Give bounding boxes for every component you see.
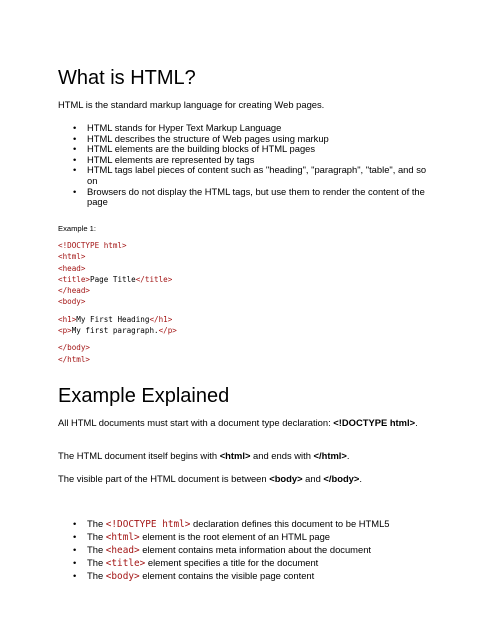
code-html-open: <html> [58,252,86,262]
list-item: • HTML elements are the building blocks of HTML pages [58,144,438,155]
doctype-paragraph-text: All HTML documents must start with a document type declaration: [58,417,334,428]
list-item-text: The [87,544,106,555]
list-item [58,570,458,583]
list-item: • HTML elements are represented by tags [58,155,438,166]
inline-code: <body> [105,571,140,582]
list-item [58,531,458,544]
example-caption: Example 1: [58,224,96,233]
code-body-open: <body> [58,297,86,307]
page-title: What is HTML? [58,67,196,89]
list-item-text: element contains meta information about the document [139,544,372,555]
html-open-keyword: <html> [219,450,251,461]
list-item-text: The [87,518,106,529]
body-close-keyword: </body> [323,473,360,484]
html-tag-text: The HTML document itself begins with [58,450,220,461]
list-item-text: element contains the visible page content [139,570,315,581]
code-block [58,240,177,365]
code-head-close: </head> [58,286,91,296]
body-tag-paragraph [58,473,362,485]
code-title-text: Page Title [90,274,136,284]
inline-code: <head> [105,545,140,556]
body-open-keyword: <body> [269,473,303,484]
html-tag-paragraph [58,450,349,462]
inline-code: <html> [105,532,140,543]
code-doctype: <!DOCTYPE html> [58,241,127,250]
code-title-open: <title> [58,274,91,284]
body-tag-text: The visible part of the HTML document is between [58,473,270,484]
body-tag-text: and [302,473,324,484]
list-item-text: The [87,570,106,581]
html-facts-list [58,123,438,208]
list-item-text: The [87,531,106,542]
inline-code: <!DOCTYPE html> [105,519,191,530]
html-tag-text: and ends with [250,450,314,461]
section-title: Example Explained [58,385,230,407]
doctype-paragraph [58,417,443,429]
doctype-paragraph-end: . [415,417,418,428]
list-item-text: declaration defines this document to be HTML5 [190,518,390,529]
body-tag-text: . [359,473,362,484]
code-p-text: My first paragraph. [71,326,159,336]
code-p-close: </p> [158,326,177,336]
list-item-text: The [87,557,106,568]
list-item [58,544,458,557]
code-h1-close: </h1> [149,314,173,324]
code-body-close: </body> [58,343,91,353]
code-head-open: <head> [58,263,86,273]
list-item: • HTML describes the structure of Web pages using markup [58,134,438,145]
list-item: • HTML tags label pieces of content such as "heading", "paragraph", "table", and so on [58,165,438,186]
doctype-keyword: <!DOCTYPE html> [333,417,416,428]
code-p-open: <p> [58,326,72,336]
list-item: • Browsers do not display the HTML tags, but use them to render the content of the page [58,187,438,208]
code-h1-text: My First Heading [76,314,150,324]
intro-paragraph: HTML is the standard markup language for creating Web pages. [58,99,325,110]
html-close-keyword: </html> [313,450,347,461]
list-item-text: element specifies a title for the document [145,557,319,568]
inline-code: <title> [105,558,146,569]
elements-explained-list [58,518,458,583]
list-item-text: element is the root element of an HTML page [139,531,331,542]
list-item: • HTML stands for Hyper Text Markup Language [58,123,438,134]
html-tag-text: . [346,450,350,461]
list-item [58,518,458,531]
code-html-close: </html> [58,354,91,364]
code-title-close: </title> [135,274,173,284]
code-h1-open: <h1> [58,314,77,324]
list-item [58,557,458,570]
